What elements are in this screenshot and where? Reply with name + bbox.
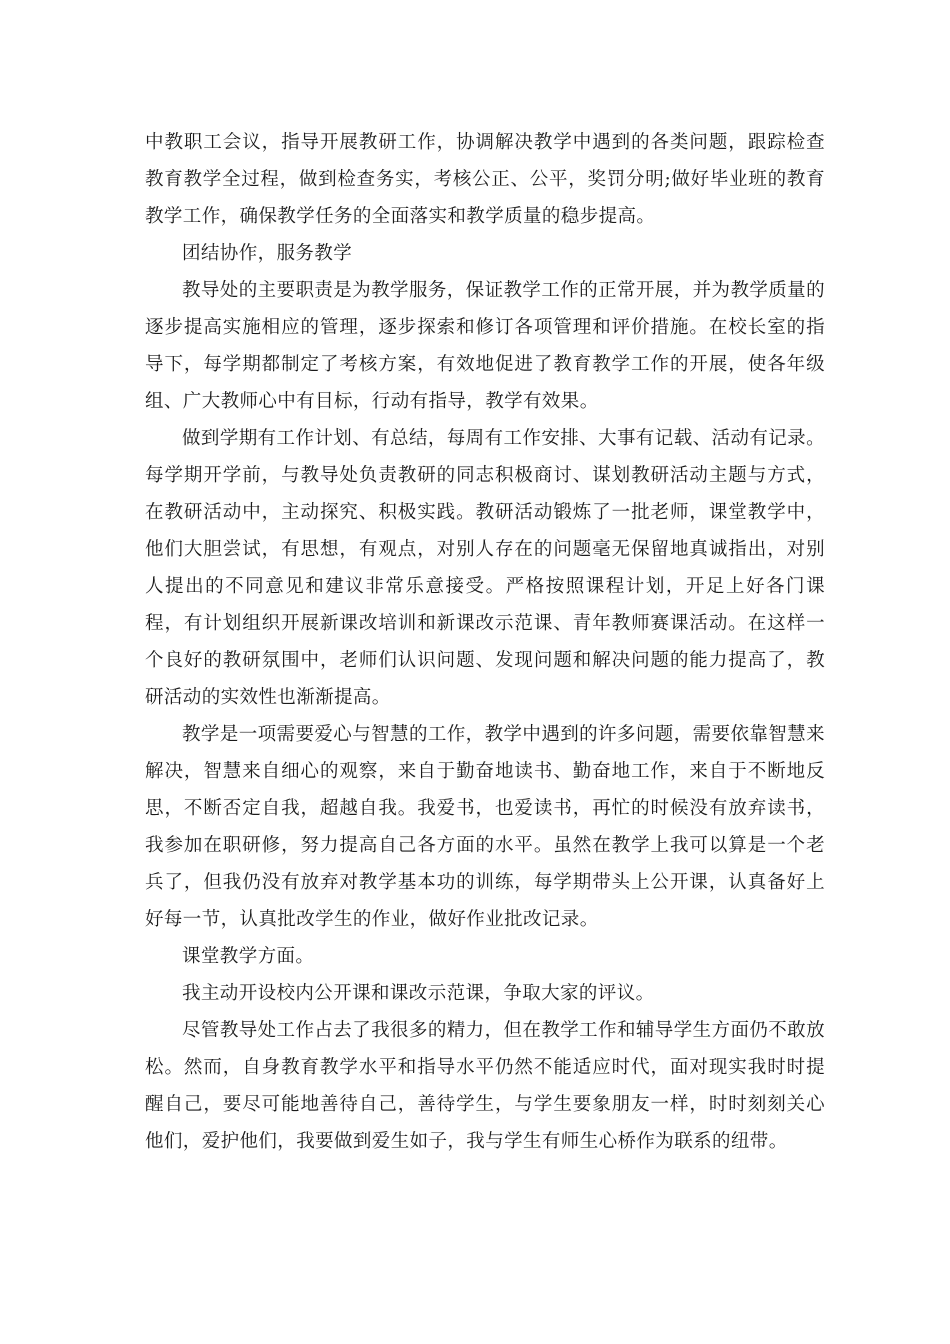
paragraph-student-care: 尽管教导处工作占去了我很多的精力，但在教学工作和辅导学生方面仍不敢放松。然而，自身教育教学水平和指导水平仍然不能适应时代，面对现实我时时提醒自己，要尽可能地善待自己，善待学生，与学生要象朋友一样，时时刻刻关心他们，爱护他们，我要做到爱生如子，我与学生有师生心桥作为联系的纽带。 bbox=[145, 1020, 825, 1152]
paragraph-teaching-research: 做到学期有工作计划、有总结，每周有工作安排、大事有记载、活动有记录。每学期开学前，与教导处负责教研的同志积极商讨、谋划教研活动主题与方式，在教研活动中，主动探究、积极实践。教研活动锻炼了一批老师，课堂教学中，他们大胆尝试，有思想，有观点，对别人存在的问题毫无保留地真诚指出，对别人提出的不同意见和建议非常乐意接受。严格按照课程计划，开足上好各门课程，有计划组织开展新课改培训和新课改示范课、青年教师赛课活动。在这样一个良好的教研氛围中，老师们认识问题、发现问题和解决问题的能力提高了，教研活动的实效性也渐渐提高。 bbox=[145, 428, 825, 708]
section-heading-teamwork: 团结协作，服务教学 bbox=[182, 243, 353, 264]
paragraph-open-classes: 我主动开设校内公开课和课改示范课，争取大家的评议。 bbox=[182, 983, 655, 1004]
paragraph-love-and-wisdom: 教学是一项需要爱心与智慧的工作，教学中遇到的许多问题，需要依靠智慧来解决，智慧来自细心的观察，来自于勤奋地读书、勤奋地工作，来自于不断地反思，不断否定自我，超越自我。我爱书，也爱读书，再忙的时候没有放弃读书，我参加在职研修，努力提高自己各方面的水平。虽然在教学上我可以算是一个老兵了，但我仍没有放弃对教学基本功的训练，每学期带头上公开课，认真备好上好每一节，认真批改学生的作业，做好作业批改记录。 bbox=[145, 724, 825, 930]
section-heading-classroom: 课堂教学方面。 bbox=[182, 946, 315, 967]
paragraph-continuation: 中教职工会议，指导开展教研工作，协调解决教学中遇到的各类问题，跟踪检查教育教学全过程，做到检查务实，考核公正、公平，奖罚分明;做好毕业班的教育教学工作，确保教学任务的全面落实和教学质量的稳步提高。 bbox=[145, 132, 825, 227]
paragraph-responsibilities: 教导处的主要职责是为教学服务，保证教学工作的正常开展，并为教学质量的逐步提高实施相应的管理，逐步探索和修订各项管理和评价措施。在校长室的指导下，每学期都制定了考核方案，有效地促进了教育教学工作的开展，使各年级组、广大教师心中有目标，行动有指导，教学有效果。 bbox=[145, 280, 825, 412]
document-body bbox=[145, 124, 825, 1160]
